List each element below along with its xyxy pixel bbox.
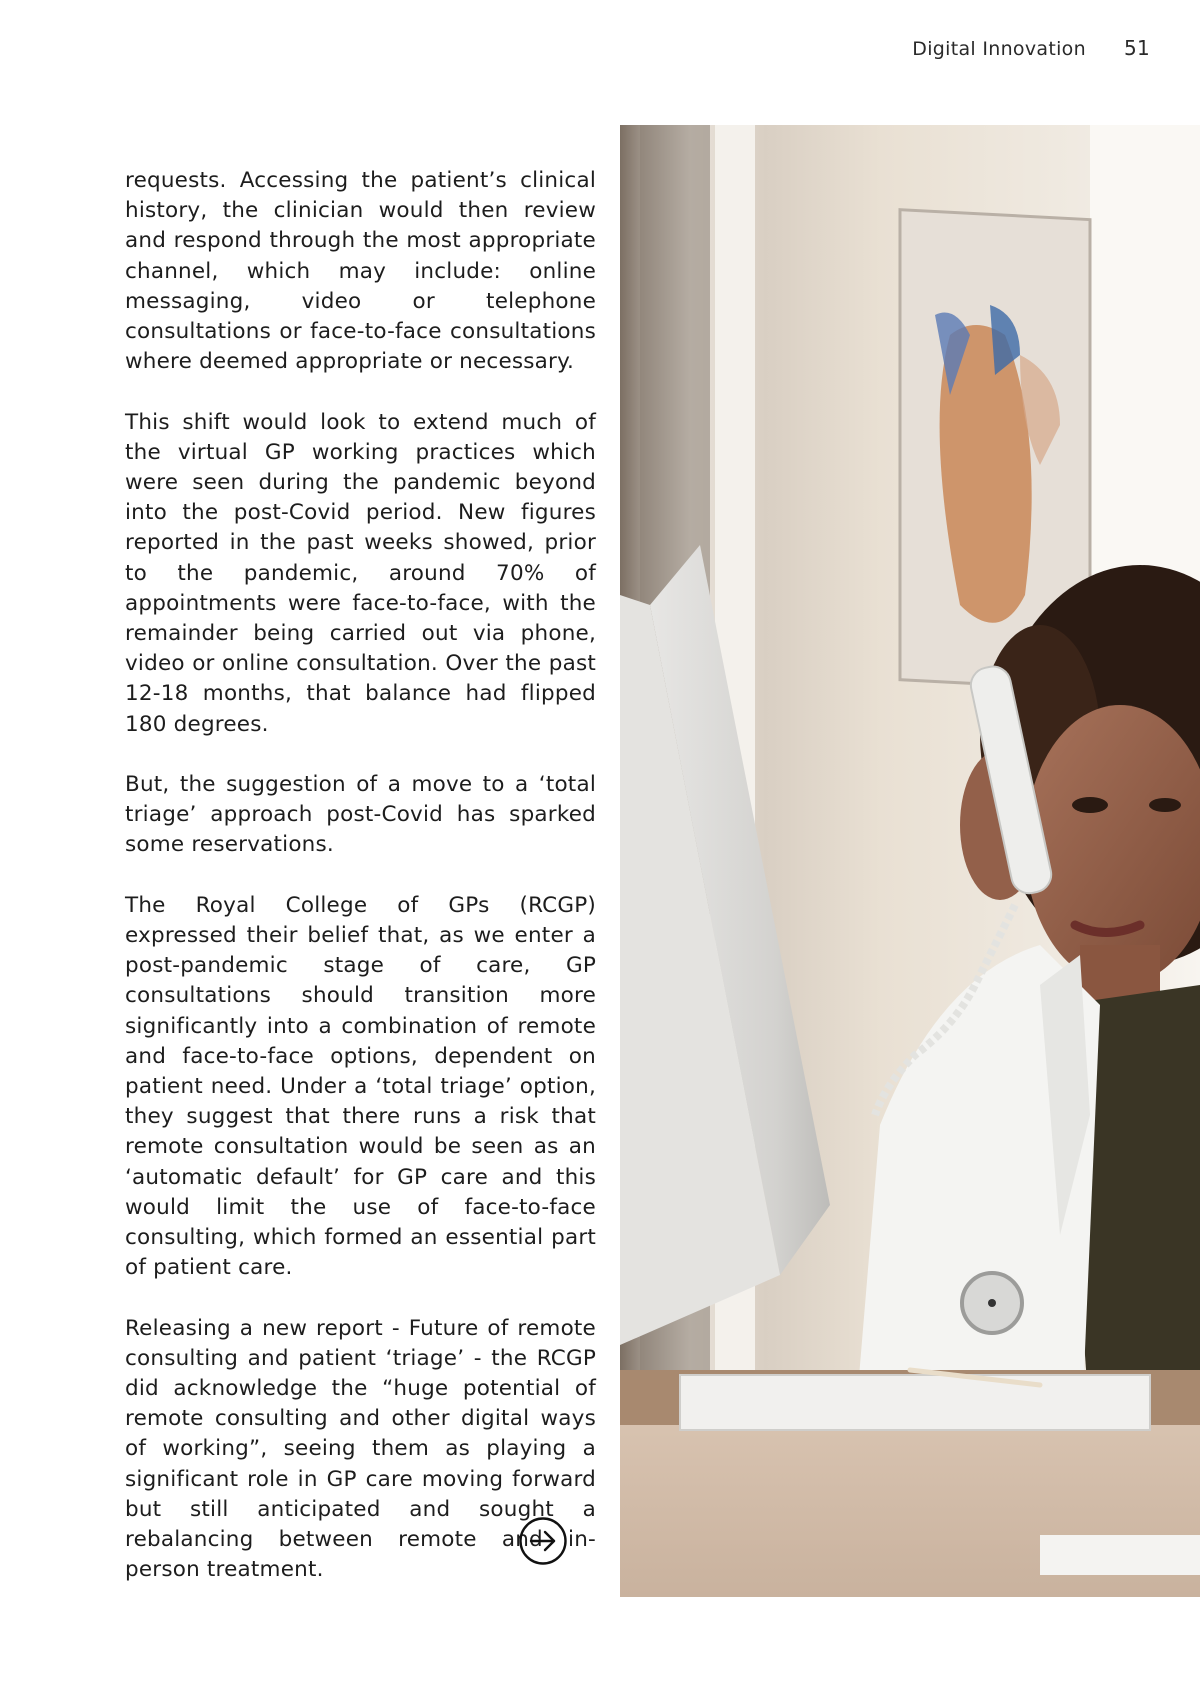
next-page-button[interactable] bbox=[518, 1516, 568, 1566]
doctor-on-telephone-photo bbox=[620, 125, 1200, 1597]
paragraph: requests. Accessing the patient’s clinical history, the clinician would then review and respond through the most appropriate channel, which may include: online messaging, video or telephone consultations or face-to-face consultations where deemed appropriate or necessary. bbox=[125, 168, 596, 375]
page-header bbox=[912, 36, 1150, 60]
page-number: 51 bbox=[1123, 36, 1150, 60]
article-body bbox=[125, 166, 596, 1616]
section-title: Digital Innovation bbox=[912, 38, 1086, 60]
paragraph: But, the suggestion of a move to a ‘total triage’ approach post-Covid has sparked some reservations. bbox=[125, 772, 596, 858]
paragraph: This shift would look to extend much of the virtual GP working practices which were seen during the pandemic beyond into the post-Covid period. New figures reported in the past weeks showed, prior to the pandemic, around 70% of appointments were face-to-face, with the remainder being carried out via phone, video or online consultation. Over the past 12-18 months, that balance had flipped 180 degrees. bbox=[125, 409, 596, 737]
paragraph: Releasing a new report - Future of remote consulting and patient ‘triage’ - the RCGP did acknowledge the “huge potential of remote consulting and other digital ways of working”, seeing them as playing a significant role in GP care moving forward but still anticipated and sought a rebalancing between remote and in-person treatment. bbox=[125, 1315, 596, 1583]
arrow-right-circle-icon bbox=[518, 1516, 568, 1566]
photo-illustration bbox=[620, 125, 1200, 1597]
paragraph: The Royal College of GPs (RCGP) expressed their belief that, as we enter a post-pandemic stage of care, GP consultations should transition more significantly into a combination of remote and face-to-face options, dependent on patient need. Under a ‘total triage’ option, they suggest that there runs a risk that remote consultation would be seen as an ‘automatic default’ for GP care and this would limit the use of face-to-face consulting, which formed an essential part of patient care. bbox=[125, 892, 596, 1281]
